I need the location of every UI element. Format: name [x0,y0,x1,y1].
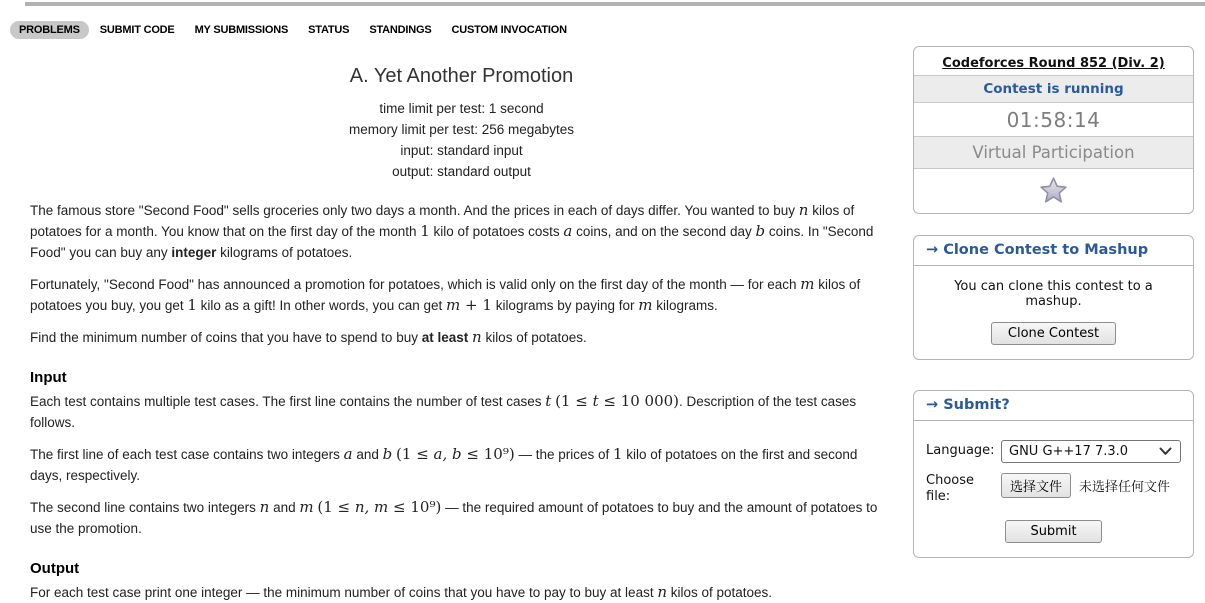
submit-button[interactable]: Submit [1005,520,1101,543]
top-divider [25,2,1205,6]
language-row [926,440,1181,463]
chevron-down-icon [1159,447,1172,456]
submit-row [926,520,1181,543]
file-input [1001,473,1170,498]
language-select-value: GNU G++17 7.3.0 [1009,444,1129,459]
tab-status[interactable]: STATUS [308,24,350,36]
problem-paragraph: Each test contains multiple test cases. The first line contains the number of test cases t (1 ≤ t ≤ 10 000). Description of the test cases follows. [30,392,857,430]
contest-link[interactable]: Codeforces Round 852 (Div. 2) [942,56,1165,71]
tab-submit-code[interactable]: SUBMIT CODE [99,24,175,36]
language-select[interactable] [1001,440,1181,463]
problem-statement [30,60,893,603]
contest-info-box [913,46,1194,214]
section-heading-input: Input [30,369,67,386]
problem-limits [30,98,893,182]
clone-contest-box [913,235,1194,360]
star-icon[interactable] [1040,177,1067,203]
choose-file-button[interactable]: 选择文件 [1001,473,1071,498]
section-heading-output: Output [30,560,80,577]
limit-line: time limit per test: 1 second [379,101,544,116]
problem-paragraph: The second line contains two integers n and m (1 ≤ n, m ≤ 10⁹) — the required amount of potatoes to buy and the amount of potatoes to use the promotion. [30,498,878,536]
participation-mode-label: Virtual Participation [914,136,1193,168]
problem-section [30,200,893,348]
limit-line: input: standard input [400,143,523,158]
language-label: Language: [926,443,995,458]
clone-box-text: You can clone this contest to a mashup. [954,279,1153,309]
problem-header [30,65,893,182]
problem-title: A. Yet Another Promotion [349,65,574,87]
problem-body [30,200,893,603]
submit-box [913,390,1194,558]
problem-paragraph: Find the minimum number of coins that you have to spend to buy at least n kilos of potatoes. [30,328,587,346]
contest-status: Contest is running [914,75,1193,102]
tab-problems[interactable]: PROBLEMS [10,21,89,39]
limit-line: output: standard output [392,164,531,179]
submit-box-heading: → Submit? [914,391,1193,421]
tab-custom-invocation[interactable]: CUSTOM INVOCATION [451,24,567,36]
problem-paragraph: Fortunately, "Second Food" has announced a promotion for potatoes, which is valid only on the first day of the month — for each m kilos of potatoes you buy, you get 1 kilo as a gift! In other words, you can get m + 1 kilograms by paying for m kilograms. [30,275,861,314]
problem-section [30,368,893,539]
clone-box-heading: → Clone Contest to Mashup [914,236,1193,266]
sidebar [913,46,1194,558]
tab-standings[interactable]: STANDINGS [369,24,432,36]
choose-file-label: Choose file: [926,473,974,504]
choose-file-row [926,470,1181,505]
clone-box-body [914,266,1193,359]
problem-paragraph: The first line of each test case contains two integers a and b (1 ≤ a, b ≤ 10⁹) — the prices of 1 kilo of potatoes on the first and second days, respectively. [30,445,858,483]
contest-link-row [914,47,1193,75]
limit-line: memory limit per test: 256 megabytes [348,122,575,137]
contest-tab-bar [10,21,576,39]
tab-my-submissions[interactable]: MY SUBMISSIONS [194,24,289,36]
contest-timer: 01:58:14 [914,102,1193,136]
problem-section [30,559,893,603]
submit-form [914,421,1193,557]
clone-contest-button[interactable]: Clone Contest [991,322,1116,345]
favorite-row [914,168,1193,213]
file-status-text: 未选择任何文件 [1079,480,1171,495]
problem-paragraph: The famous store "Second Food" sells groceries only two days a month. And the prices in each of days differ. You wanted to buy n kilos of potatoes for a month. You know that on the first day of the month 1 kilo of potatoes costs a coins, and on the second day b coins. In "Second Food" you can buy any integer kilograms of potatoes. [30,201,874,260]
problem-paragraph: For each test case print one integer — the minimum number of coins that you have to pay to buy at least n kilos of potatoes. [30,583,773,601]
